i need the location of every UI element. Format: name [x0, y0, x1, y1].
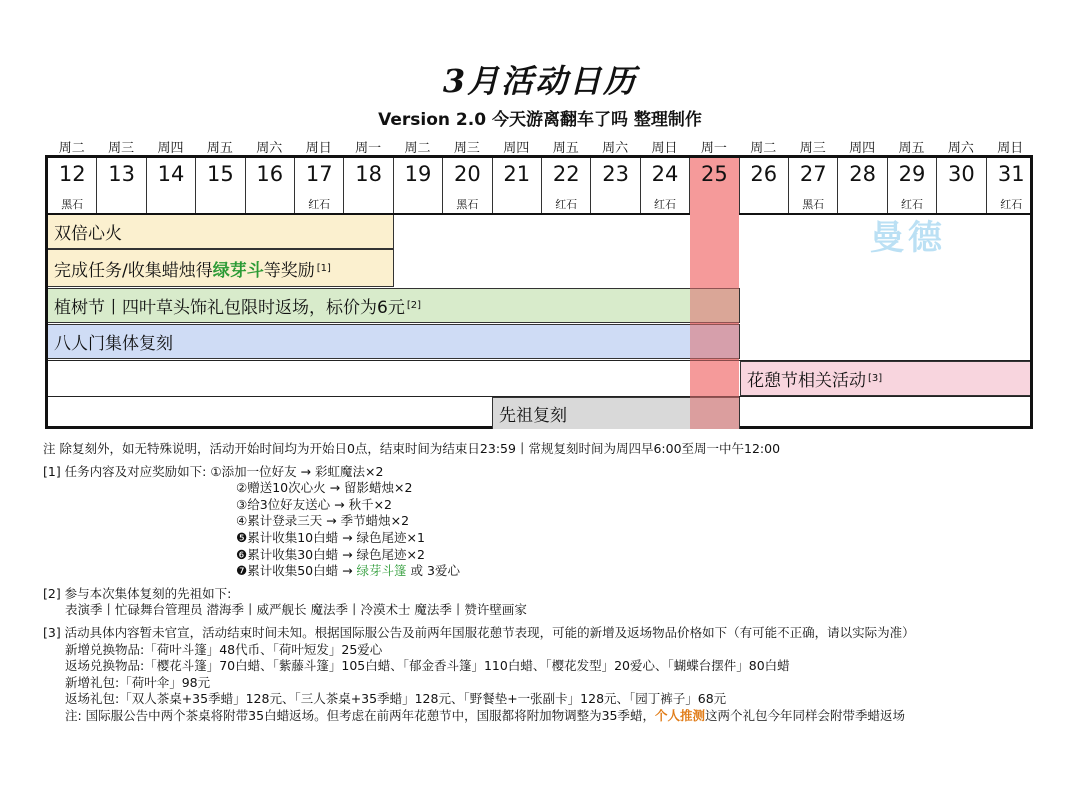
event-label: 双倍心火 [54, 224, 122, 244]
day-number: 29 [898, 162, 926, 186]
event-eight-gate [48, 324, 740, 359]
footnote-ref: [2] [406, 300, 421, 311]
day-number: 14 [157, 162, 185, 186]
note-text-green: 绿芽斗篷 [356, 563, 407, 579]
page-title: 3月活动日历 [442, 62, 638, 100]
event-label-post: 等奖励 [263, 260, 315, 281]
footnote-ref: [1] [316, 262, 331, 274]
weekday-label: 周六 [602, 141, 629, 156]
weekday-label: 周五 [552, 141, 579, 156]
weekday-label: 周日 [651, 141, 678, 156]
day-number: 19 [404, 162, 432, 186]
weekday-label: 周五 [898, 141, 925, 156]
today-overlay [690, 361, 739, 396]
note-1-item: ❺累计收集10白蜡 → 绿色尾迹×1 [236, 529, 425, 545]
day-cell [344, 158, 393, 214]
weekday-label: 周四 [157, 141, 184, 156]
calendar-grid [45, 155, 1033, 429]
note-text: 或 3爱心 [406, 563, 460, 579]
note-3-item: 新增礼包:「荷叶伞」98元 [65, 674, 211, 690]
weekday-label: 周六 [256, 141, 283, 156]
weekday-label: 周三 [108, 141, 135, 156]
day-cell [641, 158, 690, 214]
day-number: 26 [750, 162, 778, 186]
day-number: 23 [602, 162, 629, 186]
day-number: 24 [651, 162, 679, 186]
day-cell [147, 158, 196, 214]
event-label: 植树节丨四叶草头饰礼包限时返场，标价为6元 [54, 298, 405, 318]
day-number: 28 [849, 162, 876, 186]
day-number: 12 [58, 162, 86, 186]
weekday-label: 周日 [305, 141, 332, 156]
note-1-item: ②赠送10次心火 → 留影蜡烛×2 [236, 480, 413, 496]
day-cell [394, 158, 443, 214]
weekday-row [47, 137, 1035, 155]
day-cell [493, 158, 542, 214]
note-3-item [43, 708, 1073, 725]
weekday-label: 周一 [700, 141, 727, 156]
weekday-label: 周一 [355, 141, 382, 156]
today-overlay [690, 397, 739, 429]
day-cell [97, 158, 146, 214]
day-stone-label: 红石 [555, 198, 578, 211]
day-number: 21 [503, 162, 531, 186]
day-number: 31 [997, 162, 1025, 186]
day-cell [740, 158, 789, 214]
note-3-item: 返场兑换物品:「樱花斗篷」70白蜡、「紫藤斗篷」105白蜡、「郁金香斗篷」110白蜡、「樱花发型」20爱心、「蝴蝶台摆件」80白蜡 [65, 658, 790, 674]
note-text: 这两个礼包今年同样会附带季蜡返场 [705, 707, 906, 723]
day-number: 13 [108, 162, 135, 186]
note-3-head: [3] 活动具体内容暂未官宣，活动结束时间未知。根据国际服公告及前两年国服花憩节表现，可能的新增及返场物品价格如下（有可能不正确，请以实际为准） [43, 624, 915, 640]
day-cell [542, 158, 591, 214]
note-1-item: ④累计登录三天 → 季节蜡烛×2 [236, 513, 410, 529]
day-cell [838, 158, 887, 214]
day-cell [937, 158, 986, 214]
note-text-orange: 个人推测 [655, 707, 706, 723]
day-stone-label: 红石 [308, 198, 331, 211]
weekday-label: 周日 [997, 141, 1024, 156]
footnote-ref: [3] [868, 373, 883, 384]
weekday-label: 周四 [503, 141, 530, 156]
day-stone-label: 红石 [1000, 198, 1023, 211]
weekday-label: 周五 [206, 141, 233, 156]
note-3-item: 新增兑换物品:「荷叶斗篷」48代币、「荷叶短发」25爱心 [65, 641, 383, 657]
weekday-label: 周六 [947, 141, 974, 156]
weekday-label: 周三 [453, 141, 480, 156]
weekday-label: 周二 [404, 141, 431, 156]
day-number: 20 [454, 162, 481, 186]
note-text: 注: 国际服公告中两个茶桌将附带35白蜡返场。但考虑在前两年花憩节中，国服都将附加物调整为35季蜡， [65, 707, 655, 723]
event-label-green: 绿芽斗 [212, 260, 264, 281]
day-number: 22 [552, 162, 580, 186]
notes-section [43, 441, 1073, 725]
note-2-head: [2] 参与本次集体复刻的先祖如下: [43, 585, 232, 601]
event-label-pre: 完成任务/收集蜡烛得 [54, 260, 213, 281]
day-cell [690, 158, 739, 214]
day-cell [888, 158, 937, 214]
note-3-item: 返场礼包:「双人茶桌+35季蜡」128元、「三人茶桌+35季蜡」128元、「野餐垫+一张副卡」128元、「园丁裤子」68元 [65, 691, 727, 707]
divider [48, 360, 1030, 361]
day-stone-label: 红石 [653, 198, 676, 211]
day-stone-label: 红石 [900, 198, 923, 211]
weekday-label: 周二 [750, 141, 777, 156]
watermark-logo: 曼德 [870, 218, 946, 258]
day-number: 16 [256, 162, 284, 186]
day-number: 15 [207, 162, 234, 186]
day-cell [443, 158, 492, 214]
weekday-label: 周四 [849, 141, 876, 156]
weekday-label: 周三 [799, 141, 826, 156]
day-cell [789, 158, 838, 214]
day-cell [987, 158, 1036, 214]
page-subtitle: Version 2.0 今天游离翻车了吗 整理制作 [378, 110, 702, 130]
note-1-head: [1] 任务内容及对应奖励如下: ①添加一位好友 → 彩虹魔法×2 [43, 463, 384, 479]
event-flower-festival [740, 361, 1030, 396]
day-cell [196, 158, 245, 214]
day-number: 27 [799, 162, 827, 186]
note-general: 注 除复刻外，如无特殊说明，活动开始时间均为开始日0点，结束时间为结束日23:59丨常规复刻时间为周四早6:00至周一中午12:00 [43, 441, 781, 456]
day-number: 30 [948, 162, 975, 186]
day-cell [48, 158, 97, 214]
event-label: 先祖复刻 [499, 406, 567, 426]
day-cell [591, 158, 640, 214]
note-2-item: 表演季丨忙碌舞台管理员 潜海季丨威严舰长 魔法季丨冷漠术士 魔法季丨赞许壁画家 [65, 602, 527, 618]
weekday-label: 周二 [58, 141, 85, 156]
day-number: 18 [355, 162, 382, 186]
divider [48, 396, 1030, 397]
day-cell [295, 158, 344, 214]
day-number: 25 [701, 162, 728, 186]
day-stone-label: 黑石 [456, 198, 479, 211]
event-label: 八人门集体复刻 [54, 334, 173, 354]
day-stone-label: 黑石 [802, 198, 825, 211]
event-task-reward [48, 249, 394, 287]
note-text: ❼累计收集50白蜡 → [236, 563, 357, 579]
day-cell [246, 158, 295, 214]
note-1-item: ❻累计收集30白蜡 → 绿色尾迹×2 [236, 546, 425, 562]
day-stone-label: 黑石 [61, 198, 84, 211]
note-1-item: ③给3位好友送心 → 秋千×2 [236, 496, 393, 512]
note-1-item [43, 563, 1073, 580]
day-number: 17 [305, 162, 333, 186]
event-double-fire [48, 215, 394, 249]
event-label: 花憩节相关活动 [747, 371, 866, 391]
event-arbor-day [48, 288, 740, 323]
